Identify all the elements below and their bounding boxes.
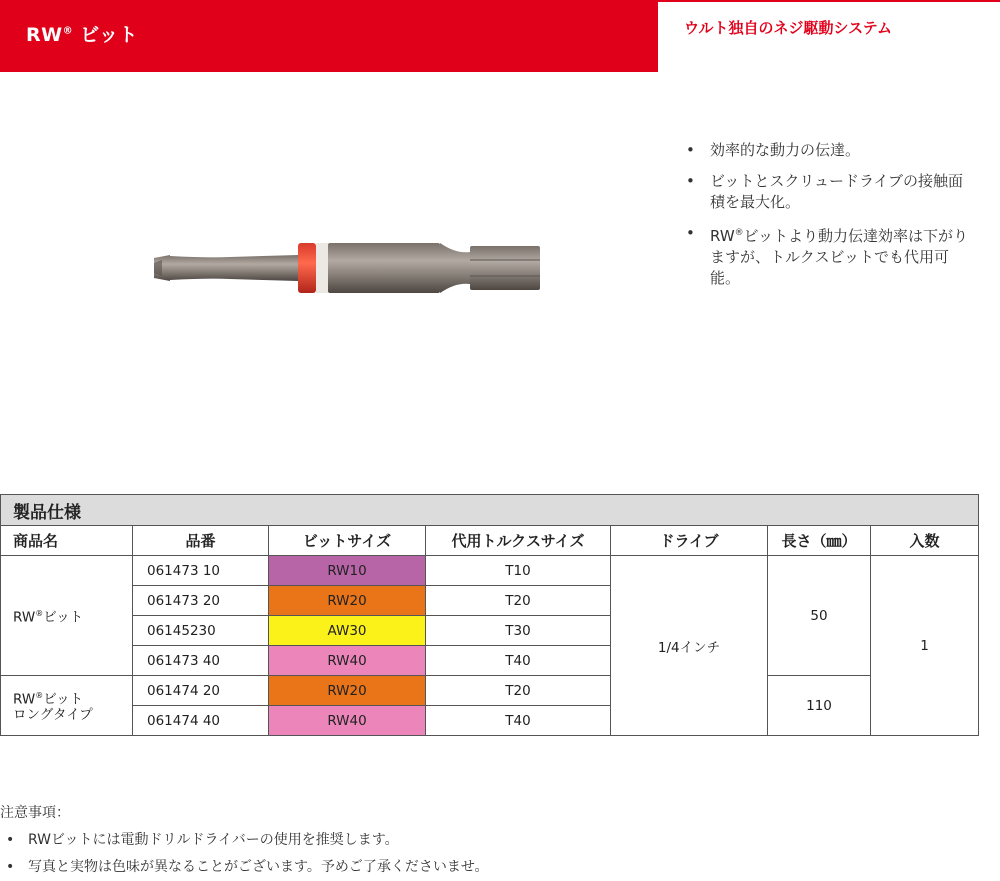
table-row	[1, 556, 979, 586]
feature-item: • RW®ビットより動力伝達効率は下がりますが、トルクスビットでも代用可能。	[686, 224, 969, 287]
torx-size-cell: T40	[426, 706, 611, 736]
bit-size-cell: RW20	[269, 676, 426, 706]
col-header-part-number: 品番	[133, 526, 269, 556]
col-header-quantity: 入数	[871, 526, 979, 556]
note-item: • 写真と実物は色味が異なることがございます。予めご了承くださいませ。	[0, 854, 488, 881]
col-header-length: 長さ（㎜）	[768, 526, 871, 556]
torx-size-cell: T30	[426, 616, 611, 646]
bullet-icon: •	[6, 832, 15, 848]
bit-size-cell: RW40	[269, 706, 426, 736]
rw-bit-product-image	[148, 236, 543, 300]
bit-size-cell: AW30	[269, 616, 426, 646]
length-cell: 50	[768, 556, 871, 676]
bullet-icon: •	[686, 224, 695, 242]
torx-size-cell: T40	[426, 646, 611, 676]
page-title: RW® ビット	[26, 24, 138, 46]
header-rule	[658, 0, 1000, 2]
torx-size-cell: T10	[426, 556, 611, 586]
part-number-cell: 061473 10	[133, 556, 269, 586]
bullet-icon: •	[686, 172, 695, 190]
page-subtitle: ウルト独自のネジ駆動システム	[684, 19, 893, 37]
col-header-torx-size: 代用トルクスサイズ	[426, 526, 611, 556]
col-header-bit-size: ビットサイズ	[269, 526, 426, 556]
length-cell: 110	[768, 676, 871, 736]
spec-table	[0, 494, 979, 736]
torx-size-cell: T20	[426, 676, 611, 706]
col-header-drive: ドライブ	[611, 526, 768, 556]
part-number-cell: 061474 40	[133, 706, 269, 736]
feature-item: • 効率的な動力の伝達。	[686, 141, 861, 159]
quantity-cell: 1	[871, 556, 979, 736]
part-number-cell: 061474 20	[133, 676, 269, 706]
part-number-cell: 061473 40	[133, 646, 269, 676]
bullet-icon: •	[686, 141, 695, 159]
feature-item: • ビットとスクリュードライブの接触面積を最大化。	[686, 172, 964, 211]
bit-size-cell: RW40	[269, 646, 426, 676]
part-number-cell: 06145230	[133, 616, 269, 646]
torx-size-cell: T20	[426, 586, 611, 616]
header-banner	[0, 0, 658, 72]
part-number-cell: 061473 20	[133, 586, 269, 616]
table-caption: 製品仕様	[1, 495, 979, 526]
notes-title: 注意事項：	[0, 805, 70, 821]
table-row	[1, 676, 979, 706]
product-name-cell: RW®ビット	[1, 556, 133, 676]
bit-size-cell: RW20	[269, 586, 426, 616]
bullet-icon: •	[6, 859, 15, 875]
drive-cell: 1/4インチ	[611, 556, 768, 736]
table-header-row	[1, 526, 979, 556]
feature-list	[686, 140, 976, 299]
bit-size-cell: RW10	[269, 556, 426, 586]
col-header-product-name: 商品名	[1, 526, 133, 556]
note-item: • RWビットには電動ドリルドライバーの使用を推奨します。	[0, 827, 488, 854]
product-name-cell: RW®ビット ロングタイプ	[1, 676, 133, 736]
